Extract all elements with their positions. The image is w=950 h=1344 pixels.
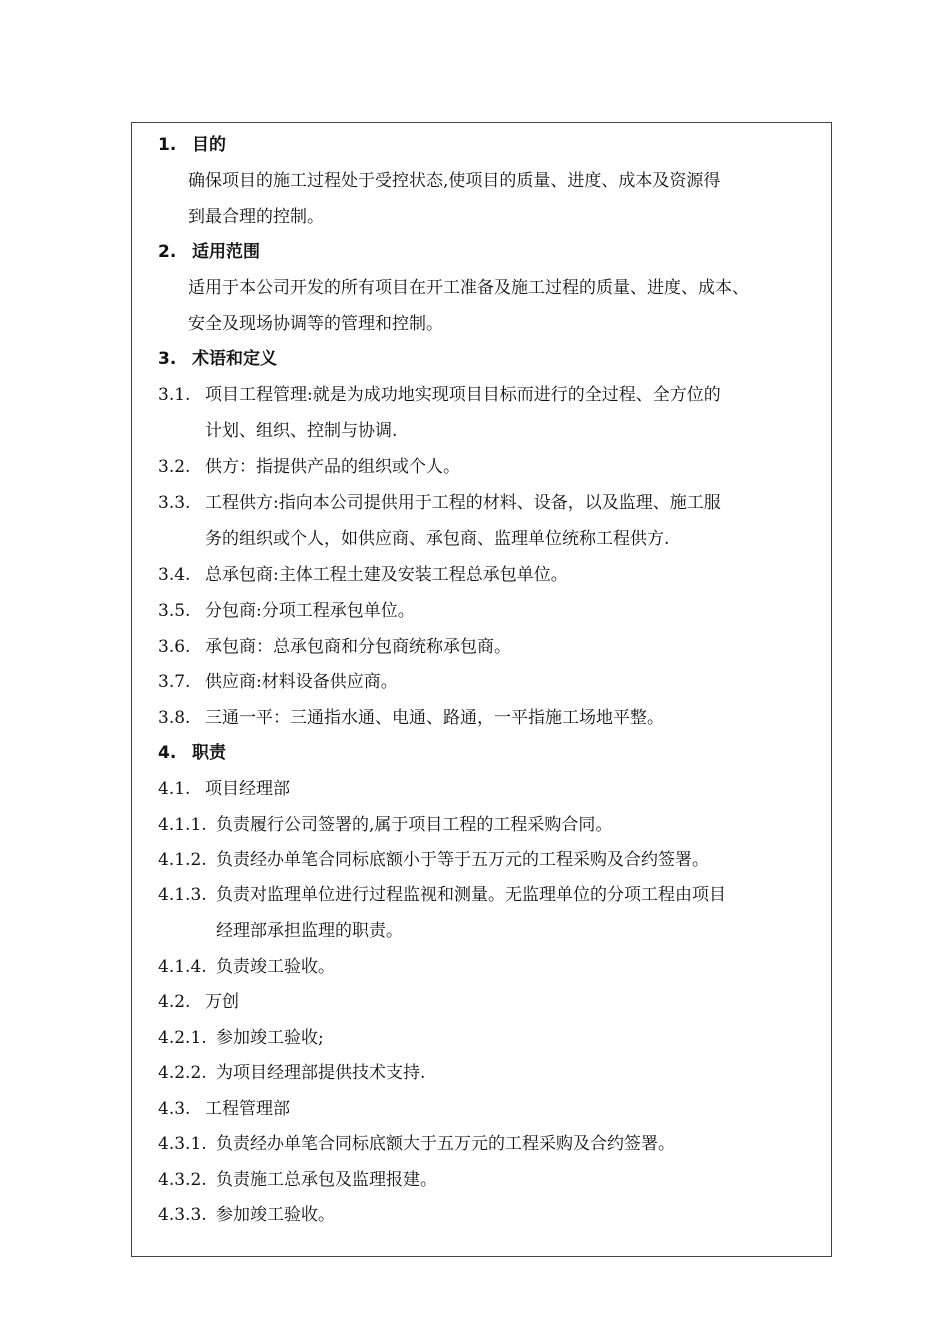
section-title: 适用范围 — [192, 242, 260, 262]
section-title: 职责 — [192, 743, 226, 763]
section-number: 4. — [158, 743, 177, 763]
section-number: 1. — [158, 135, 177, 155]
document-frame: 1. 目的 确保项目的施工过程处于受控状态,使项目的质量、进度、成本及资源得 到最合理的控制。 2. 适用范围 适用于本公司开发的所有项目在开工准备及施工过程的质量、进度、成本、 安全及现场协调等的管理和控制。 3. 术语和定义 3.1. 项目工程管理:就是为成功地实现项目目标而进行的全过程、全方位的 计划、组织、控制与协调. 3.2. 供方：指提供产品的组织或个人。 3.3. 工程供方:指向本公司提供用于工程的材料、设备，以及监理、施工服 务的组织或个人，如供应商、承包商、监理单位统称工程供方. 3.4. 总承包商:主体工程土建及安装工程总承包单位。 3.5. 分包商:分项工程承包单位。 3.6. 承包商：总承包商和分包商统称承包商。 3.7. 供应商:材料设备供应商。 3.8. 三通一平：三通指水通、电通、路通，一平指施工场地平整。 4. 职责 4.1. 项目经理部 4.1.1. 负责履行公司签署的,属于项目工程的工程采购合同。 4.1.2. 负责经办单笔合同标底额小于等于五万元的工程采购及合约签署。 4.1.3. 负责对监理单位进行过程监视和测量。无监理单位的分项工程由项目 经理部承担监理的职责。 4.1.4. 负责竣工验收。 4.2. 万创 4.2.1. 参加竣工验收; 4.2.2. 为项目经理部提供技术支持. 4.3. 工程管理部 4.3.1. 负责经办单笔合同标底额大于五万元的工程采购及合约签署。 4.3.2. 负责施工总承包及监理报建。 4.3.3. 参加竣工验收。 — [131, 122, 832, 1257]
section-title: 目的 — [192, 135, 226, 155]
section-title: 术语和定义 — [192, 349, 277, 369]
section-number: 3. — [158, 349, 177, 369]
section-number: 2. — [158, 242, 177, 262]
